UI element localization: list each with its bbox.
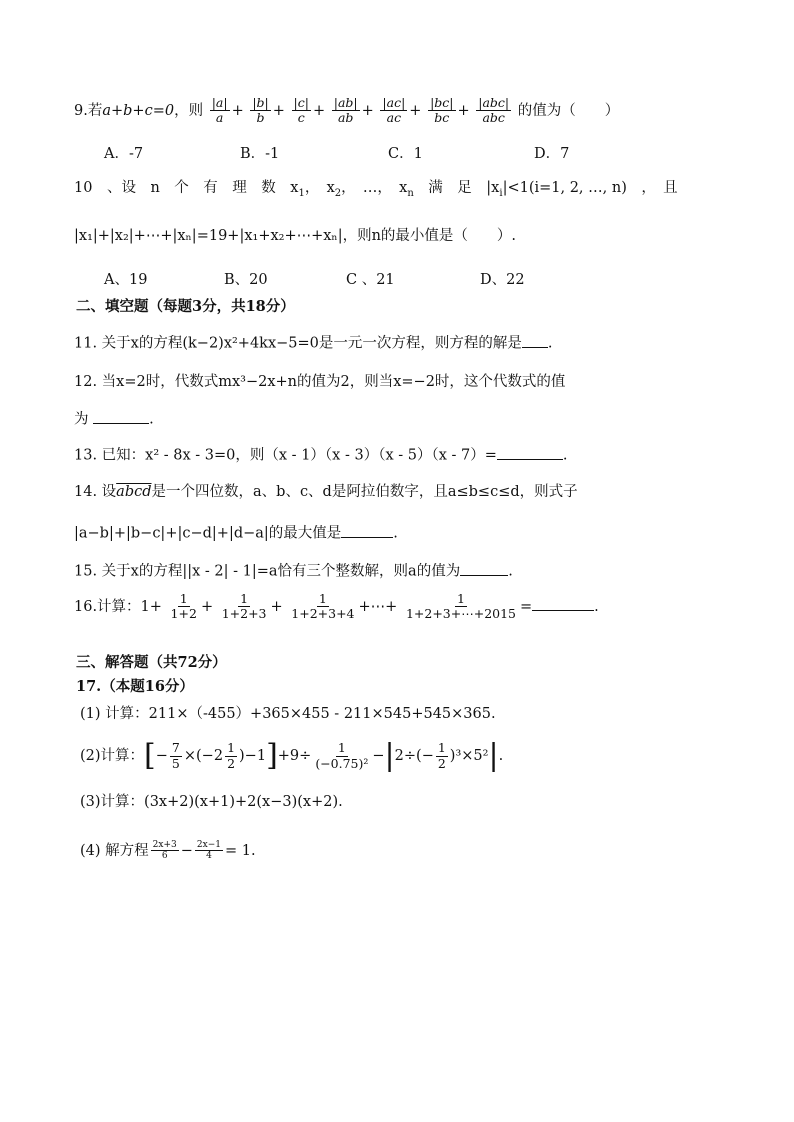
q13-answer-blank xyxy=(497,444,563,460)
q17-title: 17.（本题16分） xyxy=(76,678,194,695)
q17-p4-frac-1: $\frac{2x+3}{6}$ xyxy=(152,840,177,862)
q9-frac-5: $\frac{|ac|}{ac}$ xyxy=(382,95,406,126)
q9-option-c: C．1 xyxy=(388,146,423,162)
q9-frac-1: $\frac{|a|}{a}$ xyxy=(211,95,228,126)
q9-frac-6: $\frac{|bc|}{bc}$ xyxy=(430,95,454,126)
q17-part-2: (2)计算：[− $\frac{7}{5}$ ×(−2 $\frac{1}{2}$ )−1]+9÷ $\frac{1}{\text{(−0.75)²}}$ −|2÷(− $\frac{1}{2}$ )³×5²|. xyxy=(80,738,504,773)
q15-line: 15. 关于x的方程||x - 2| - 1|=a恰有三个整数解，则a的值为 . xyxy=(74,560,513,581)
q9-frac-3: $\frac{|c|}{c}$ xyxy=(293,95,309,126)
q16-answer-blank xyxy=(532,595,594,611)
q17-p2-frac-2: $\frac{1}{2}$ xyxy=(227,740,236,771)
q12-line-1: 12. 当x=2时，代数式mx³−2x+n的值为2，则当x=−2时，这个代数式的值 xyxy=(74,374,566,390)
q15-answer-blank xyxy=(460,560,508,576)
q13-line: 13. 已知：x² - 8x - 3=0，则（x - 1）（x - 3）（x - 5）（x - 7）= . xyxy=(74,444,568,465)
q9-option-d: D．7 xyxy=(534,146,570,162)
q9-frac-4: $\frac{|ab|}{ab}$ xyxy=(333,95,358,126)
q9-option-b: B．-1 xyxy=(240,146,280,162)
q10-option-a: A、19 xyxy=(104,272,148,288)
q16-line: 16.计算：1+ $\frac{1}{1+2}$ + $\frac{1}{1+2+3}$ + $\frac{1}{1+2+3+4}$ +⋯+ $\frac{1}{1+2+3+\cdots+2015}$ = . xyxy=(74,591,599,622)
q11-line: 11. 关于x的方程(k−2)x²+4kx−5=0是一元一次方程，则方程的解是 . xyxy=(74,332,553,353)
q9-tail: 的值为（ ） xyxy=(517,102,620,119)
q16-frac-1: $\frac{1}{1+2}$ xyxy=(170,591,197,622)
q14-four-digit-number: abcd xyxy=(116,484,152,500)
q10-option-d: D、22 xyxy=(480,272,525,288)
q17-p2-frac-1: $\frac{7}{5}$ xyxy=(171,740,180,771)
q17-part-1: (1) 计算：211×（-455）+365×455 - 211×545+545×365. xyxy=(80,706,496,722)
q14-line-1: 14. 设abcd是一个四位数，a、b、c、d是阿拉伯数字，且a≤b≤c≤d，则式子 xyxy=(74,484,578,500)
q16-frac-last: $\frac{1}{1+2+3+\cdots+2015}$ xyxy=(405,591,517,622)
q9-condition: a+b+c=0 xyxy=(102,102,175,119)
section-2-heading: 二、填空题（每题3分，共18分） xyxy=(76,298,295,315)
q9-option-a: A．-7 xyxy=(104,146,144,162)
q17-p2-frac-3: $\frac{1}{\text{(−0.75)²}}$ xyxy=(315,740,369,771)
q12-line-2: 为 . xyxy=(74,408,154,429)
q17-p4-frac-2: $\frac{2x-1}{4}$ xyxy=(196,840,221,862)
q9-frac-7: $\frac{\text{|abc|}}{\text{abc}}$ xyxy=(478,95,510,126)
q17-part-3: (3)计算：(3x+2)(x+1)+2(x−3)(x+2). xyxy=(80,794,343,810)
q17-part-4: (4) 解方程 $\frac{2x+3}{6}$ − $\frac{2x-1}{4}$ = 1. xyxy=(80,840,256,862)
q11-answer-blank xyxy=(522,332,548,348)
q12-answer-blank xyxy=(93,408,149,424)
q10-option-c: C 、21 xyxy=(346,272,395,288)
q9-then: ，则 xyxy=(174,102,204,119)
q10-option-b: B、20 xyxy=(224,272,268,288)
q9-frac-2: $\frac{|b|}{b}$ xyxy=(252,95,269,126)
q16-frac-2: $\frac{1}{1+2+3}$ xyxy=(221,591,267,622)
q9-label: 9.若 xyxy=(74,102,103,119)
q14-answer-blank xyxy=(341,522,393,538)
q10-line-2: |x₁|+|x₂|+⋯+|xₙ|=19+|x₁+x₂+⋯+xₙ|，则n的最小值是（ ）. xyxy=(74,228,517,244)
q14-line-2: |a−b|+|b−c|+|c−d|+|d−a|的最大值是 . xyxy=(74,522,398,543)
section-3-heading: 三、解答题（共72分） xyxy=(76,654,227,671)
q17-p2-frac-4: $\frac{1}{2}$ xyxy=(437,740,446,771)
q9-line: 9.若a+b+c=0，则 $\frac{|a|}{a}$ + $\frac{|b|}{b}$ + $\frac{|c|}{c}$ + $\frac{|ab|}{ab}$ + $\frac{|ac|}{ac}$ + $\frac{|bc|}{bc}$ + $\frac{\text{|abc|}}{\text{abc}}$ 的值为（ ） xyxy=(74,95,620,126)
q16-frac-3: $\frac{1}{1+2+3+4}$ xyxy=(291,591,355,622)
q10-line-1: 10 、设 n 个 有 理 数 $x_1$， $x_2$， …， $x_n$ 满 足 $|x_i|<1(i=1$, 2, …, n) ， 且 xyxy=(74,180,678,199)
